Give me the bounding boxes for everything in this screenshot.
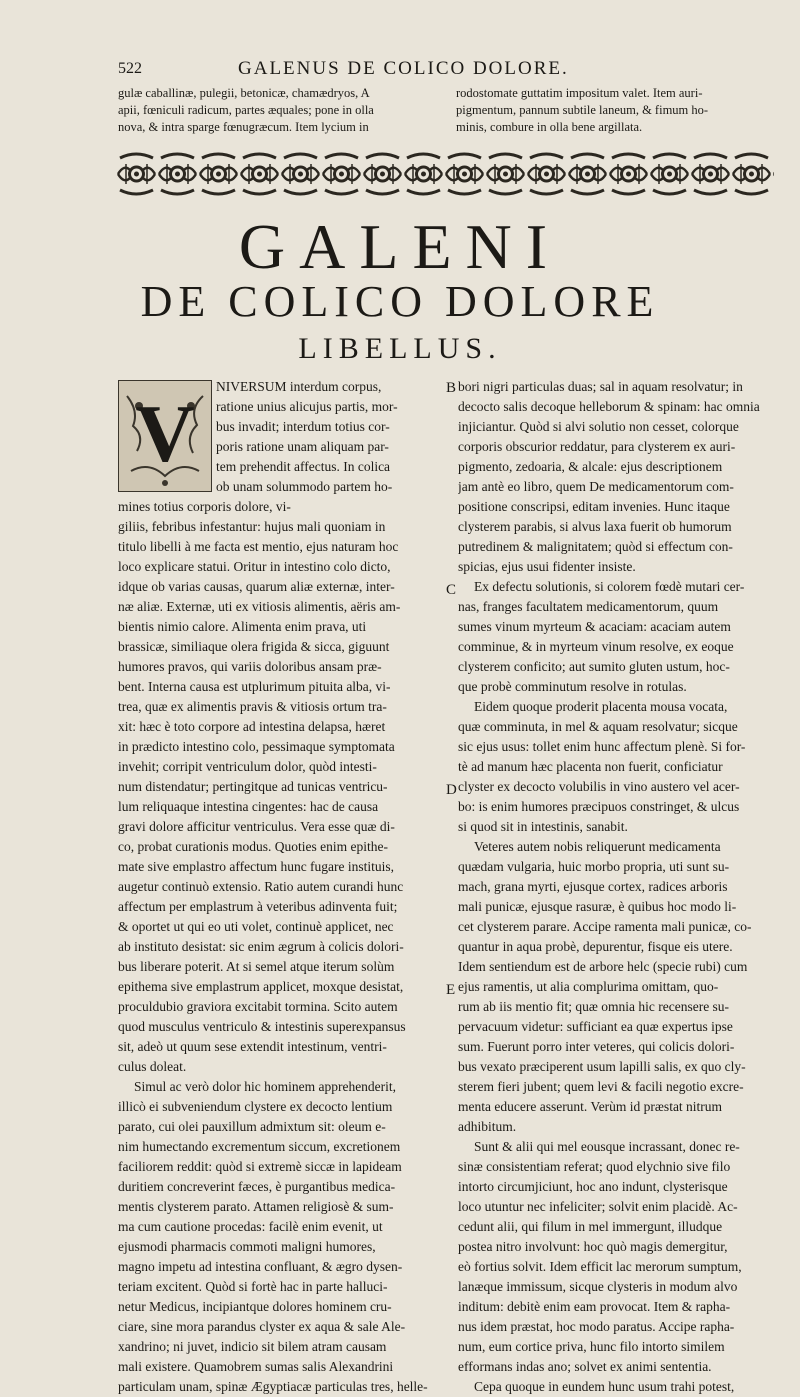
text-line: mali punicæ, ejusque rasuræ, è quibus hoc modo li- (458, 899, 737, 914)
text-line: intorto circumjiciunt, hoc ano indunt, clysterisque (458, 1179, 728, 1194)
text-line: postea nitro involvunt: hoc quò magis demergitur, (458, 1239, 728, 1254)
text-line: ma cum cautione procedas: facilè enim evenit, ut (118, 1219, 383, 1234)
text-line: injiciantur. Quòd si alvi solutio non cesset, colorque (458, 419, 739, 434)
text-line: bus invadit; interdum totius cor- (216, 419, 390, 434)
text-line: magno impetu ad intestina confluant, & ægro dysen- (118, 1259, 403, 1274)
left-column-body (118, 497, 444, 1397)
text-line: mach, grana myrti, ejusque cortex, radices arboris (458, 879, 728, 894)
margin-letter-d: D (446, 782, 457, 798)
text-line: ratione unius alicujus partis, mor- (216, 399, 398, 414)
top-text-right-column (456, 85, 776, 136)
text-line: trea, quæ ex alimentis pravis & vitiosis ortum tra- (118, 699, 387, 714)
decorated-initial-v (119, 381, 211, 491)
text-line: NIVERSUM interdum corpus, (216, 379, 382, 394)
text-line: corporis obscurior reddatur, para clysterem ex auri- (458, 439, 736, 454)
text-line: nas, franges facultatem medicamentorum, quum (458, 599, 719, 614)
text-line: que probè comminutum resolve in rotulas. (458, 679, 687, 694)
text-line: proculdubio graviora excitabit tormina. Scito autem (118, 999, 398, 1014)
text-line: culus doleat. (118, 1059, 187, 1074)
text-line: ejusmodi pharmacis commoti maligni humores, (118, 1239, 376, 1254)
text-line: idque ob varias causas, quarum aliæ externæ, inter- (118, 579, 395, 594)
text-line: sterem fieri jubent; quem levi & facili negotio excre- (458, 1079, 744, 1094)
title-de-colico-dolore: DE COLICO DOLORE (140, 277, 660, 326)
text-line: Veteres autem nobis reliquerunt medicamenta (474, 839, 721, 854)
top-text-line: gulæ caballinæ, pulegii, betonicæ, chamædryos, A (118, 86, 370, 100)
text-line: clysterem conficito; aut sumito gluten ustum, hoc- (458, 659, 730, 674)
text-line: pigmento, zedoaria, & alcale: ejus descriptionem (458, 459, 723, 474)
top-text-line: rodostomate guttatim impositum valet. Item auri- (456, 86, 703, 100)
text-line: titulo libelli à me facta est mentio, ejus naturam hoc (118, 539, 399, 554)
text-line: poris ratione unam aliquam par- (216, 439, 389, 454)
text-line: mentis clysterem parato. Attamen religiosè & sum- (118, 1199, 394, 1214)
text-line: xandrino; ni juvet, indicio sit bilem atram causam (118, 1339, 387, 1354)
text-line: bientis nimio calore. Alimenta enim prava, uti (118, 619, 367, 634)
text-line: epithema sive emplastrum applicet, moxque desistat, (118, 979, 404, 994)
text-line: positione conscripsi, editam invenies. Hunc itaque (458, 499, 730, 514)
ornament-band (116, 150, 774, 198)
text-line: sinæ consistentiam referat; quod elychnio sive filo (458, 1159, 731, 1174)
text-line: jam antè eo libro, quem De medicamentorum com- (458, 479, 734, 494)
text-line: faciliorem reddit: quòd si extremè siccæ in lapideam (118, 1159, 402, 1174)
text-line: spicias, ejus usui fidenter insiste. (458, 559, 636, 574)
top-text-line: nova, & intra sparge fœnugræcum. Item lycium in (118, 120, 369, 134)
text-line: decocto salis decoque helleborum & spinam: hac omnia (458, 399, 760, 414)
text-line: bent. Interna causa est utplurimum pituita alba, vi- (118, 679, 391, 694)
text-line: tè ad manum hæc placenta non fuerit, conficiatur (458, 759, 723, 774)
text-line: & oportet ut qui eo uti volet, continuè applicet, nec (118, 919, 394, 934)
right-text-column (458, 377, 770, 1397)
text-line: lanæque immissum, sicque clysteris in modum alvo (458, 1279, 738, 1294)
text-line: pervacuum videtur: sufficiant ea quæ expertus ipse (458, 1019, 733, 1034)
decorated-initial (118, 380, 212, 492)
right-column-body (458, 377, 770, 1397)
text-line: giliis, febribus infestantur: hujus mali quoniam in (118, 519, 386, 534)
text-line: duritiem concreverint fæces, è purgantibus medica- (118, 1179, 396, 1194)
text-line: num distendatur; pertingitque ad tunicas ventricu- (118, 779, 388, 794)
text-line: teriam excitent. Quòd si fortè hac in parte halluci- (118, 1279, 388, 1294)
initial-letter: V (135, 388, 195, 479)
margin-letter-b: B (446, 380, 457, 396)
text-line: efformans indas ano; solvet ex animi sententia. (458, 1359, 712, 1374)
text-line: putredinem & malignitatem; quòd si effectum con- (458, 539, 733, 554)
text-line: Ex defectu solutionis, si colorem fœdè mutari cer- (474, 579, 745, 594)
text-line: particulam unam, spinæ Ægyptiacæ particulas tres, helle- (118, 1379, 428, 1394)
text-line: mate sive emplastro affectum hunc fugare instituis, (118, 859, 395, 874)
text-line: quantur in aqua probè, depurentur, fisque eis utere. (458, 939, 733, 954)
text-line: mali existere. Quamobrem sumas salis Alexandrini (118, 1359, 394, 1374)
left-text-column (118, 377, 444, 1397)
text-line: comminue, & in myrteum vinum resolve, ex eoque (458, 639, 734, 654)
text-line: eò fortius solvit. Idem efficit lac merorum sumptum, (458, 1259, 742, 1274)
margin-letter-e: E (446, 982, 456, 998)
text-line: quod musculus ventriculo & intestinis superexpansus (118, 1019, 406, 1034)
text-line: invehit; corripit ventriculum dolor, quòd intesti- (118, 759, 377, 774)
text-line: xit: hæc è toto corpore ad intestina delapsa, hæret (118, 719, 386, 734)
text-line: nus idem præstat, hoc modo paratus. Accipe rapha- (458, 1319, 735, 1334)
text-line: num, eum cortice priva, hunc filo intorto similem (458, 1339, 725, 1354)
top-text-line: minis, combure in olla bene argillata. (456, 120, 643, 134)
text-line: næ aliæ. Externæ, uti ex vitiosis alimentis, aëris am- (118, 599, 401, 614)
top-text-line: apii, fœniculi radicum, partes æquales; pone in olla (118, 103, 374, 117)
title-galeni: GALENI (238, 211, 562, 282)
text-line: humores pravos, qui variis doloribus ansam præ- (118, 659, 382, 674)
text-line: brassicæ, similiaque olera frigida & sicca, giguunt (118, 639, 390, 654)
page-number: 522 (118, 60, 142, 77)
text-line: inditum: debitè enim eam provocat. Item & rapha- (458, 1299, 731, 1314)
text-line: nim humectando excrementum siccum, excretionem (118, 1139, 401, 1154)
text-line: Idem sentiendum est de arbore helc (specie rubi) cum (458, 959, 748, 974)
text-line: quæ comminuta, in mel & aquam resolvatur; sicque (458, 719, 738, 734)
text-line: ob unam solummodo partem ho- (216, 479, 393, 494)
top-text-line: pigmentum, pannum subtile laneum, & fimum ho- (456, 103, 709, 117)
text-line: loco utuntur nec infeliciter; solvit enim placidè. Ac- (458, 1199, 738, 1214)
text-line: menta educere asserunt. Verùm id præstat nitrum (458, 1099, 723, 1114)
text-line: affectum per emplastrum à veteribus adinventa fuit; (118, 899, 398, 914)
text-line: gravi dolore afficitur ventriculus. Vera esse quæ di- (118, 819, 395, 834)
text-line: cet clysterem parare. Accipe ramenta mali punicæ, co- (458, 919, 752, 934)
text-line: lum reliquaque intestina cingentes: hac de causa (118, 799, 379, 814)
text-line: clyster ex decocto volubilis in vino austero vel acer- (458, 779, 740, 794)
text-line: clysterem parabis, si alvus laxa fuerit ob humorum (458, 519, 732, 534)
ornamental-headpiece (116, 150, 774, 198)
text-line: netur Medicus, incipiantque dolores hominem cru- (118, 1299, 392, 1314)
text-line: Eidem quoque proderit placenta mousa vocata, (474, 699, 728, 714)
text-line: illicò ei subveniendum clystere ex decocto lentium (118, 1099, 393, 1114)
title-libellus: LIBELLUS. (298, 332, 502, 365)
text-line: mines totius corporis dolore, vi- (118, 499, 291, 514)
text-line: loco explicare statui. Oritur in intestino colo dicto, (118, 559, 391, 574)
text-line: Simul ac verò dolor hic hominem apprehenderit, (134, 1079, 397, 1094)
running-head (118, 58, 678, 84)
text-line: quædam vulgaria, huic morbo propria, uti sunt su- (458, 859, 730, 874)
text-line: bo: is enim humores præcipuos constringet, & ulcus (458, 799, 740, 814)
text-line: bus liberare poterit. At si semel atque iterum solùm (118, 959, 395, 974)
text-line: bus vexato præciperent usum lapilli salis, ex quo cly- (458, 1059, 746, 1074)
text-line: in prædicto intestino colo, pessimaque symptomata (118, 739, 395, 754)
text-line: parato, cui olei pauxillum admixtum sit: oleum e- (118, 1119, 386, 1134)
text-line: Sunt & alii qui mel eousque incrassant, donec re- (474, 1139, 740, 1154)
text-line: augetur continuò extensio. Ratio autem curandi hunc (118, 879, 404, 894)
text-line: ejus ramentis, ut alia complurima omittam, quo- (458, 979, 719, 994)
text-line: si quod sit in intestinis, sanabit. (458, 819, 628, 834)
text-line: sit, adeò ut quum sese extendit intestinum, ventri- (118, 1039, 387, 1054)
text-line: ab instituto desistat: sic enim ægrum à colicis dolori- (118, 939, 404, 954)
text-line: cedunt alii, qui filum in mel immergunt, illudque (458, 1219, 723, 1234)
text-line: tem prehendit affectus. In colica (216, 459, 391, 474)
text-line: Cepa quoque in eundem hunc usum trahi potest, (474, 1379, 735, 1394)
text-line: adhibitum. (458, 1119, 517, 1134)
top-text-left-column (118, 85, 438, 136)
text-line: bori nigri particulas duas; sal in aquam resolvatur; in (458, 379, 743, 394)
text-line: sumes vinum myrteum & acaciam: acaciam autem (458, 619, 731, 634)
margin-letter-c: C (446, 582, 457, 598)
text-line: sum. Fuerunt porro inter veteres, qui colicis dolori- (458, 1039, 735, 1054)
text-line: rum ab iis mentio fit; quæ omnia hic recensere su- (458, 999, 730, 1014)
text-line: co, probat curationis modus. Quoties enim epithe- (118, 839, 388, 854)
running-title: GALENUS DE COLICO DOLORE. (238, 58, 569, 79)
text-line: ciare, sine mora parandus clyster ex aqua & sale Ale- (118, 1319, 406, 1334)
text-line: sic ejus usus: tollet enim hunc affectum plenè. Si for- (458, 739, 746, 754)
